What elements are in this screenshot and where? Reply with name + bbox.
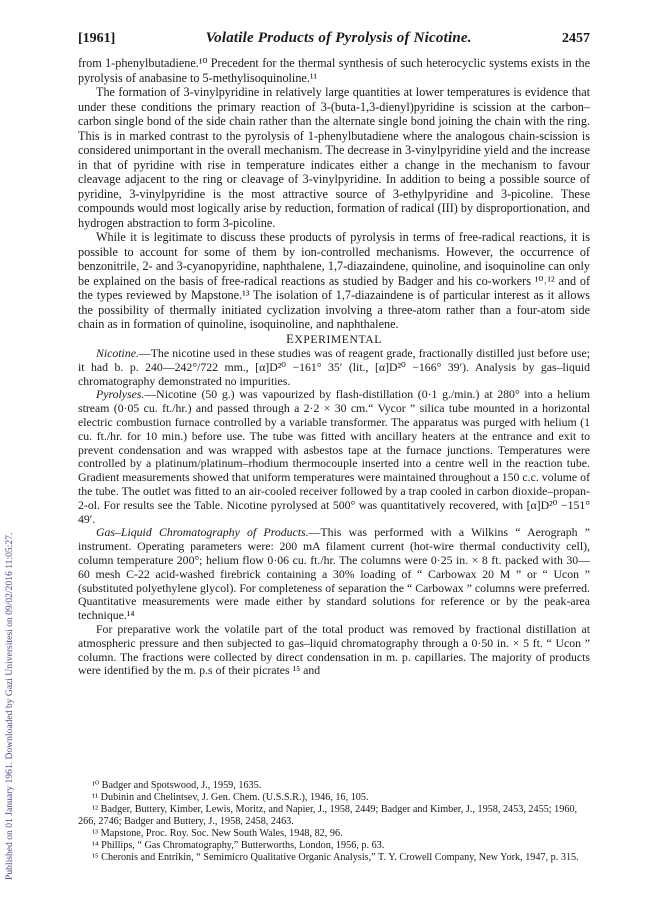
footnote: ¹¹ Dubinin and Chelintsev, J. Gen. Chem. (U.S.S.R.), 1946, 16, 105.	[92, 792, 369, 803]
article-body	[78, 56, 590, 678]
paragraph: While it is legitimate to discuss these products of pyrolysis in terms of free-radical reactions, it is possible to account for some of them by ion-controlled mechanisms. However, the occurrence of benzonitrile, 2- and 3-cyanopyridine, naphthalene, 1,7-diazaindene, quinoline, and isoquinoline can only be explained on the basis of free-radical reactions as studied by Badger and his co-workers ¹⁰˒¹² and of the types reviewed by Mapstone.¹³ The isolation of 1,7-diazaindene is of particular interest as it allows the possibility of thermally initiated cyclization involving a three-atom rather than a four-atom side chain as in formation of quinoline, isoquinoline, and naphthalene.	[78, 230, 590, 331]
experimental-paragraph	[78, 388, 590, 526]
page-number: 2457	[561, 31, 590, 46]
paragraph-text: —Nicotine (50 g.) was vapourized by flash-distillation (0·1 g./min.) at 280° into a helium stream (0·05 cu. ft./hr.) and passed through a 2·2 × 30 cm.“ Vycor ” silica tube mounted in a horizontal electric combustion furnace controlled by a variable transformer. The apparatus was purged with helium (1 cu. ft./hr. for 10 min.) before use. The tube was fitted with ancillary heaters at the entrance and exit to prevent condensation and was wrapped with asbestos tape at the furnace junctions. Temperatures were controlled by a platinum/platinum–rhodium thermocouple inserted into a centre well in the reaction tube. Gradient measurements showed that uniform temperatures were maintained throughout a 150 c.c. volume of the tube. The outlet was fitted to an air-cooled receiver followed by a trap cooled in carbon dioxide–propan-2-ol. For results see the Table. Nicotine pyrolysed at 500° was quantitatively recovered, with [α]D²⁰ −151° 49′.	[78, 387, 590, 526]
experimental-paragraph	[78, 623, 590, 678]
section-heading: EXPERIMENTAL	[286, 331, 382, 346]
experimental-paragraph	[78, 526, 590, 623]
runin-heading: Gas–Liquid Chromatography of Products.	[96, 525, 309, 540]
experimental-paragraph	[78, 347, 590, 388]
paragraph-text: —The nicotine used in these studies was of reagent grade, fractionally distilled just before use; it had b. p. 240—242°/722 mm., [α]D²⁰ −161° 35′ (lit., [α]D²⁰ −166° 39′). Analysis by gas–liquid chromatography demonstrated no impurities.	[78, 346, 590, 388]
download-watermark: Published on 01 January 1961. Downloaded by Gazi Universitesi on 09/02/2016 11:05:27.	[4, 532, 15, 880]
paragraph-text: For preparative work the volatile part of the total product was removed by fractional distillation at atmospheric pressure and then subjected to gas–liquid chromatography through a 0·50 in. × 5 ft. “ Ucon ” column. The fractions were collected by direct condensation in m. p. capillaries. The majority of products were identified by the m. p.s of their picrates ¹⁵ and	[78, 621, 590, 678]
footnote: ¹⁴ Phillips, “ Gas Chromatography,” Butterworths, London, 1956, p. 63.	[92, 840, 385, 851]
runin-heading: Pyrolyses.	[96, 387, 145, 402]
footnote: ¹⁵ Cheronis and Entrikin, “ Semimicro Qualitative Organic Analysis,” T. Y. Crowell Company, New York, 1947, p. 315.	[92, 852, 579, 863]
runin-heading: Nicotine.	[96, 346, 139, 360]
header-title: Volatile Products of Pyrolysis of Nicotine.	[205, 30, 472, 46]
footnote: ¹³ Mapstone, Proc. Roy. Soc. New South Wales, 1948, 82, 96.	[92, 828, 343, 839]
paragraph-text: —This was performed with a Wilkins “ Aerograph ” instrument. Operating parameters were: 200 mA filament current (hot-wire thermal conductivity cell), column temperature 200°; helium flow 0·06 cu. ft./hr. The columns were 0·25 in. × 8 ft. packed with 30—60 mesh C-22 acid-washed firebrick containing a 30% loading of “ Carbowax 20 M ” or “ Ucon ” (substituted polyethylene glycol). For completeness of separation the “ Carbowax ” columns were preferred. Quantitative measurements were made either by standard solutions for reference or by the peak-area technique.¹⁴	[78, 525, 590, 623]
running-header	[78, 30, 590, 52]
paragraph: from 1-phenylbutadiene.¹⁰ Precedent for the thermal synthesis of such heterocyclic systems exists in the pyrolysis of anabasine to 5-methylisoquinoline.¹¹	[78, 56, 590, 85]
footnotes	[78, 780, 590, 864]
footnote: ¹⁰ Badger and Spotswood, J., 1959, 1635.	[92, 780, 262, 791]
paragraph: The formation of 3-vinylpyridine in relatively large quantities at lower temperatures is evidence that under these conditions the primary reaction of 3-(buta-1,3-dienyl)pyridine is scission at the carbon–carbon single bond of the side chain rather than the alternate single bond joining the chain with the ring. This is in marked contrast to the pyrolysis of 1-phenylbutadiene where the analogous chain-scission is considered unimportant in the overall mechanism. The decrease in 3-vinylpyridine yield and the increase in that of pyridine with rise in temperature indicates either a change in the mechanism to favour cleavage adjacent to the ring or cleavage of 3-vinylpyridine. In addition to being a possible source of pyridine, 3-vinylpyridine is the most attractive source of 3-ethylpyridine and 3-picoline. These compounds would most logically arise by reduction, formation of radical (III) by disproportionation, and hydrogen abstraction to form 3-picoline.	[78, 85, 590, 230]
footnote: ¹² Badger, Buttery, Kimber, Lewis, Moritz, and Napier, J., 1958, 2449; Badger and Kimber, J., 1958, 2453, 2455; 1960, 266, 2746; Badger and Buttery, J., 1958, 2458, 2463.	[78, 804, 578, 827]
header-year: [1961]	[78, 31, 116, 46]
